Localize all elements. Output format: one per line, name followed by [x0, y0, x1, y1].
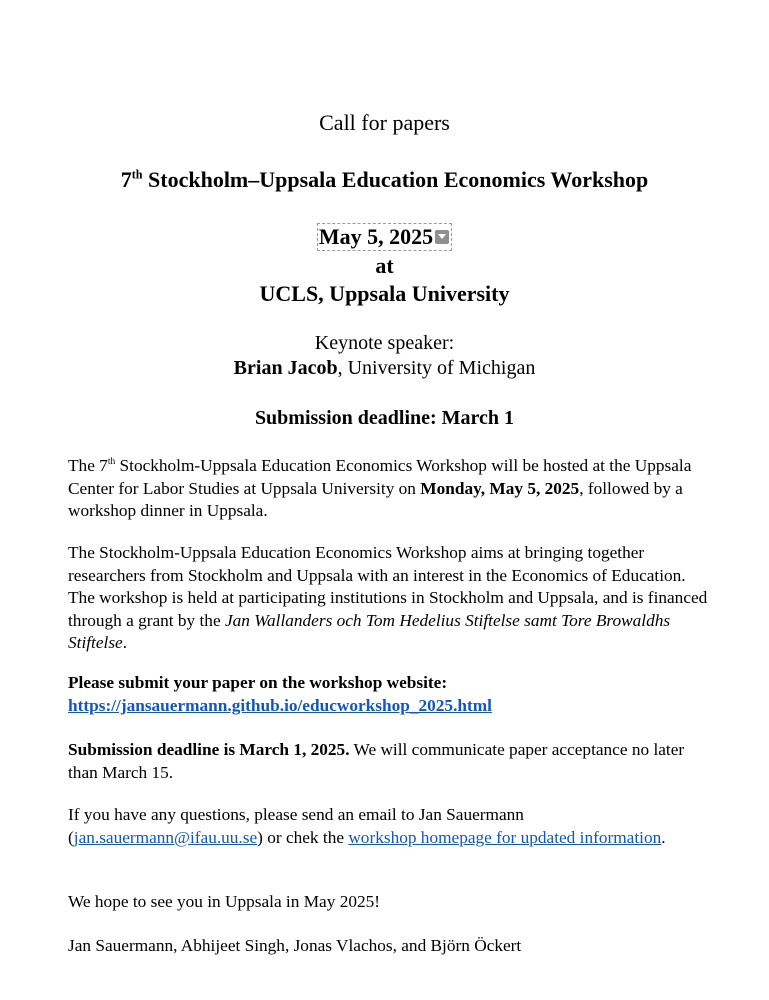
intro-text-start: The 7: [68, 456, 108, 475]
aims-text-end: .: [122, 633, 128, 652]
chevron-down-icon[interactable]: [435, 230, 449, 244]
submit-paragraph: [68, 672, 708, 717]
foundation-names: Jan Wallanders och Tom Hedelius Stiftelse samt Tore Browaldhs Stiftelse: [68, 610, 671, 652]
acceptance-notice: We will communicate paper acceptance no later than March 15.: [68, 740, 685, 782]
intro-paragraph: [68, 455, 708, 523]
deadline-statement: Submission deadline is March 1, 2025.: [68, 740, 350, 759]
deadline-paragraph: [68, 739, 708, 784]
call-for-papers-heading: Call for papers: [319, 110, 450, 135]
workshop-title: [0, 167, 769, 193]
intro-date: Monday, May 5, 2025: [420, 478, 580, 498]
contact-text-end: .: [661, 827, 666, 847]
keynote-affiliation: , University of Michigan: [337, 357, 536, 379]
aims-paragraph: [68, 542, 708, 655]
contact-text-middle: ) or chek the: [257, 827, 349, 847]
submission-website-link[interactable]: https://jansauermann.github.io/educworkshop_2025.html: [68, 695, 492, 715]
venue-line: UCLS, Uppsala University: [259, 281, 510, 306]
date-picker-field[interactable]: [317, 223, 452, 251]
contact-text-start: If you have any questions, please send an email to Jan Sauermann (: [68, 805, 524, 847]
organizers-signature: Jan Sauermann, Abhijeet Singh, Jonas Vlachos, and Björn Öckert: [68, 936, 522, 955]
date-row: [0, 223, 769, 251]
keynote-label: Keynote speaker:: [314, 332, 455, 354]
keynote-speaker: [0, 357, 769, 380]
contact-email-link[interactable]: jan.sauermann@ifau.uu.se: [73, 827, 258, 847]
at-line: at: [375, 253, 394, 278]
intro-ordinal-suffix: th: [107, 457, 116, 468]
date-value: May 5, 2025: [318, 224, 434, 249]
submission-deadline-heading: Submission deadline: March 1: [254, 407, 515, 429]
submit-instruction: Please submit your paper on the workshop website:: [68, 673, 448, 692]
closing-paragraph: We hope to see you in Uppsala in May 2025!: [68, 892, 381, 911]
title-number: 7: [120, 167, 132, 192]
keynote-name: Brian Jacob: [233, 357, 338, 379]
intro-text-end: , followed by a workshop dinner in Uppsala.: [68, 478, 683, 520]
title-ordinal-suffix: th: [131, 167, 143, 182]
intro-text-middle: Stockholm-Uppsala Education Economics Workshop will be hosted at the Uppsala Center for Labor Studies at Uppsala University on: [68, 456, 692, 498]
contact-paragraph: [68, 804, 708, 849]
aims-text: The Stockholm-Uppsala Education Economics Workshop aims at bringing together researchers from Stockholm and Uppsala with an interest in the Economics of Education. The workshop is held at participating institutions in Stockholm and Uppsala, and is financed through a grant by the: [68, 543, 708, 630]
title-text: Stockholm–Uppsala Education Economics Workshop: [142, 167, 649, 192]
workshop-homepage-link[interactable]: workshop homepage for updated information: [348, 827, 662, 847]
